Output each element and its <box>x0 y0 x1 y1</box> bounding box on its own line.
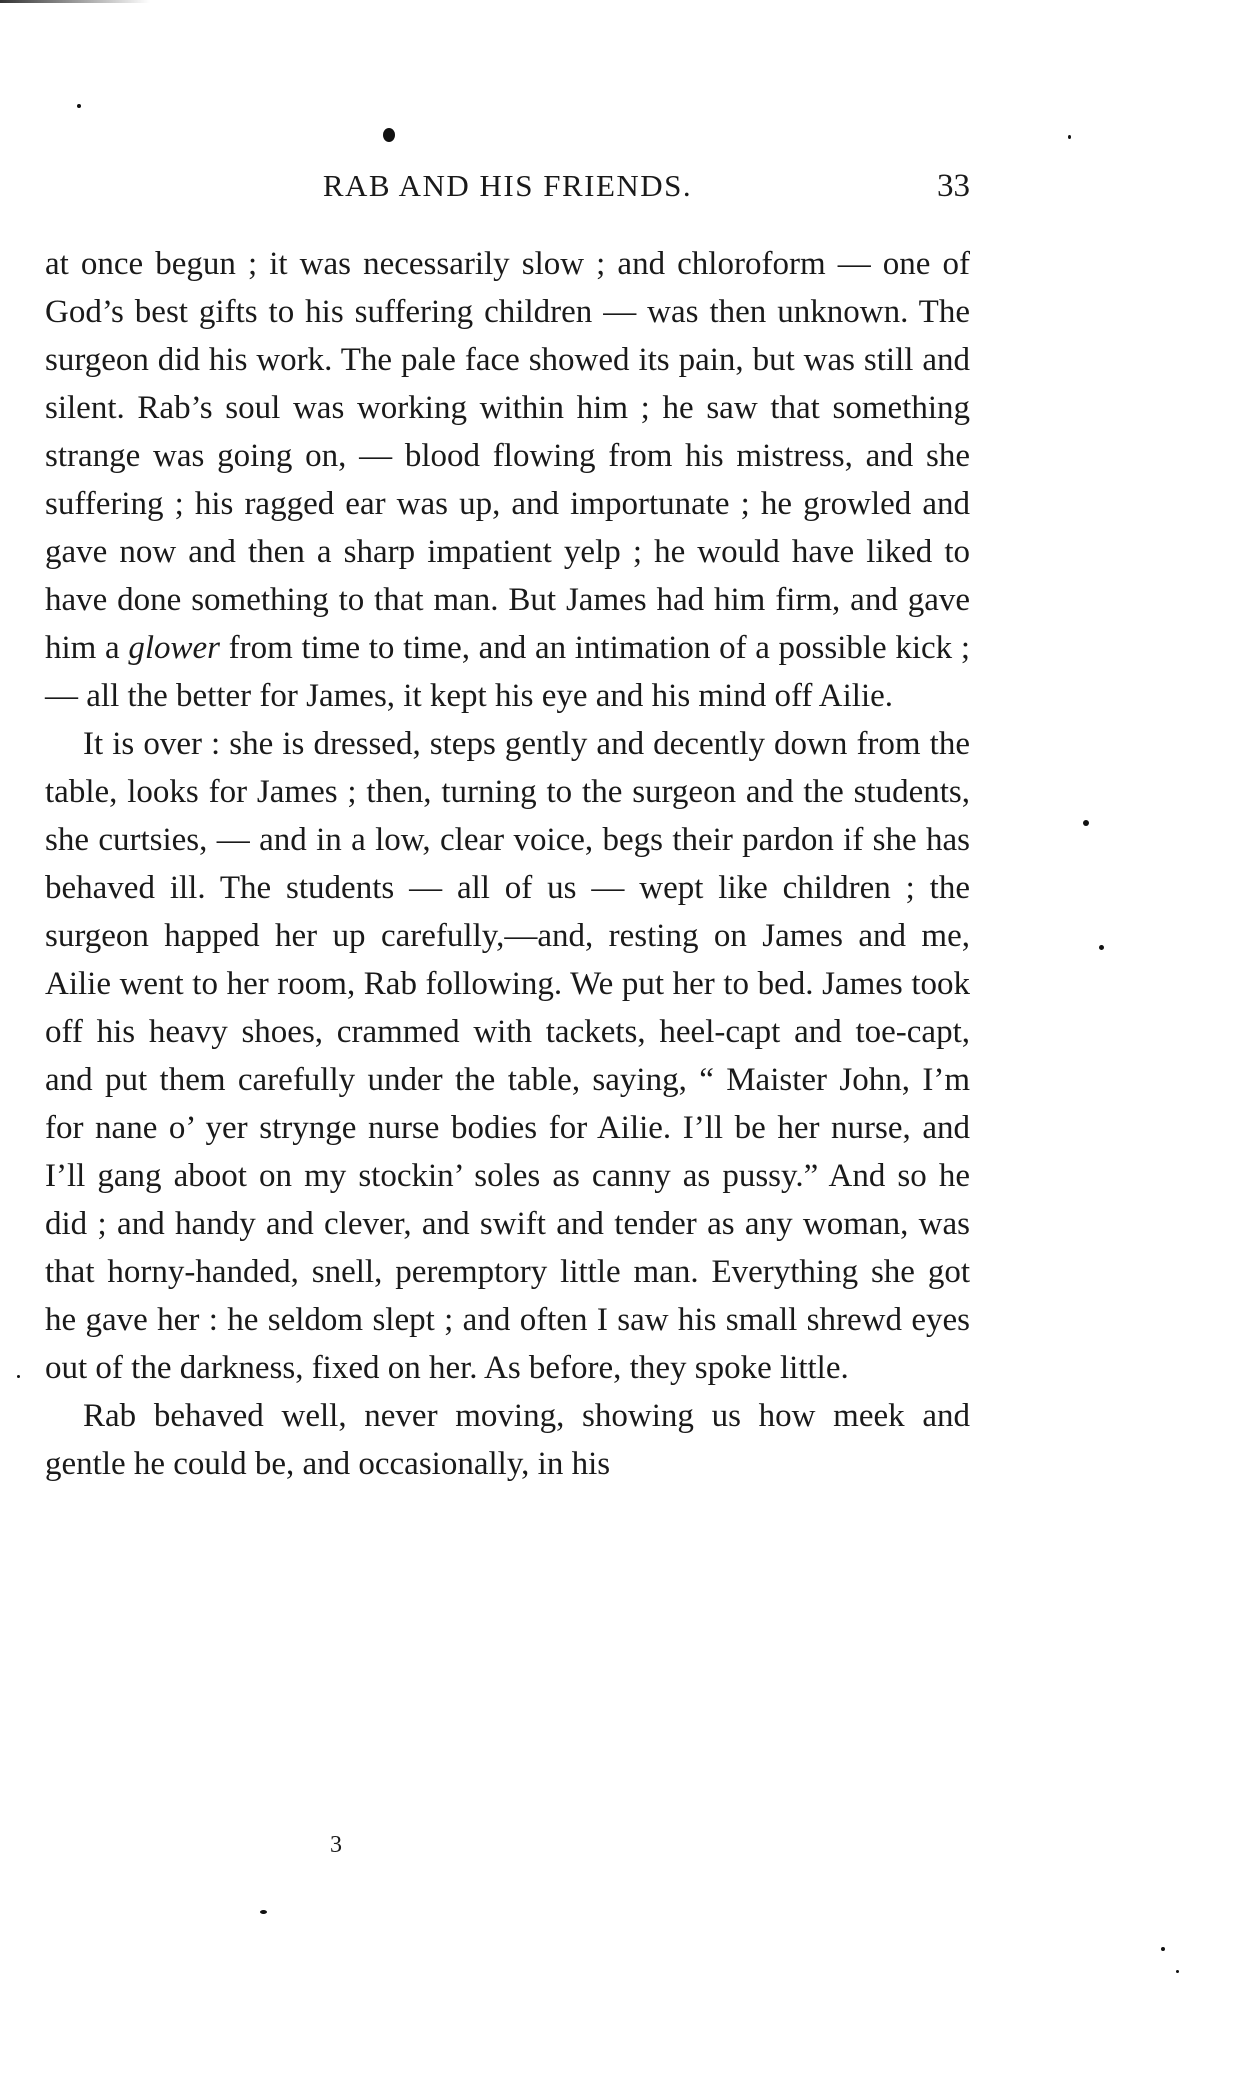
paragraph: Rab behaved well, never moving, showing us how meek and gentle he could be, and occasionally, in his <box>45 1398 970 1482</box>
body-text <box>45 240 970 1488</box>
ink-speck <box>77 104 81 108</box>
ink-speck <box>1176 1970 1179 1973</box>
ink-speck <box>383 128 395 142</box>
paragraph-continued <box>45 240 970 720</box>
running-title: RAB AND HIS FRIENDS. <box>322 168 693 203</box>
paragraph-text: from time to time, and an intimation of a possible kick ; — all the better for James, it kept his eye and his mind off Ailie. <box>45 630 970 714</box>
page-number: 33 <box>937 168 970 204</box>
ink-speck <box>1099 945 1104 950</box>
ink-speck <box>1083 820 1089 826</box>
ink-speck <box>1068 135 1071 139</box>
ink-speck <box>17 1375 20 1378</box>
signature-mark: 3 <box>330 1832 342 1858</box>
ink-speck <box>260 1910 267 1914</box>
scan-edge-artifact <box>0 0 150 3</box>
page-header <box>45 168 970 218</box>
paragraph: It is over : she is dressed, steps gently and decently down from the table, looks for James ; then, turning to the surgeon and the students, she curtsies, — and in a low, clear voice, begs their pardon if she has behaved ill. The students — all of us — wept like children ; the surgeon happed her up carefully,—and, resting on James and me, Ailie went to her room, Rab following. We put her to bed. James took off his heavy shoes, crammed with tackets, heel-capt and toe-capt, and put them carefully under the table, saying, “ Maister John, I’m for nane o’ yer strynge nurse bodies for Ailie. I’ll be her nurse, and I’ll gang aboot on my stockin’ soles as canny as pussy.” And so he did ; and handy and clever, and swift and tender as any woman, was that horny-handed, snell, peremptory little man. Everything she got he gave her : he seldom slept ; and often I saw his small shrewd eyes out of the darkness, fixed on her. As before, they spoke little. <box>45 726 970 1386</box>
ink-speck <box>1161 1947 1165 1951</box>
paragraph-text: at once begun ; it was necessarily slow ; and chloroform — one of God’s best gifts to his suffering children — was then unknown. The surgeon did his work. The pale face showed its pain, but was still and silent. Rab’s soul was working within him ; he saw that something strange was going on, — blood flowing from his mistress, and she suffering ; his ragged ear was up, and importunate ; he growled and gave now and then a sharp impatient yelp ; he would have liked to have done something to that man. But James had him firm, and gave him a <box>45 246 970 666</box>
italic-word: glower <box>128 630 220 666</box>
